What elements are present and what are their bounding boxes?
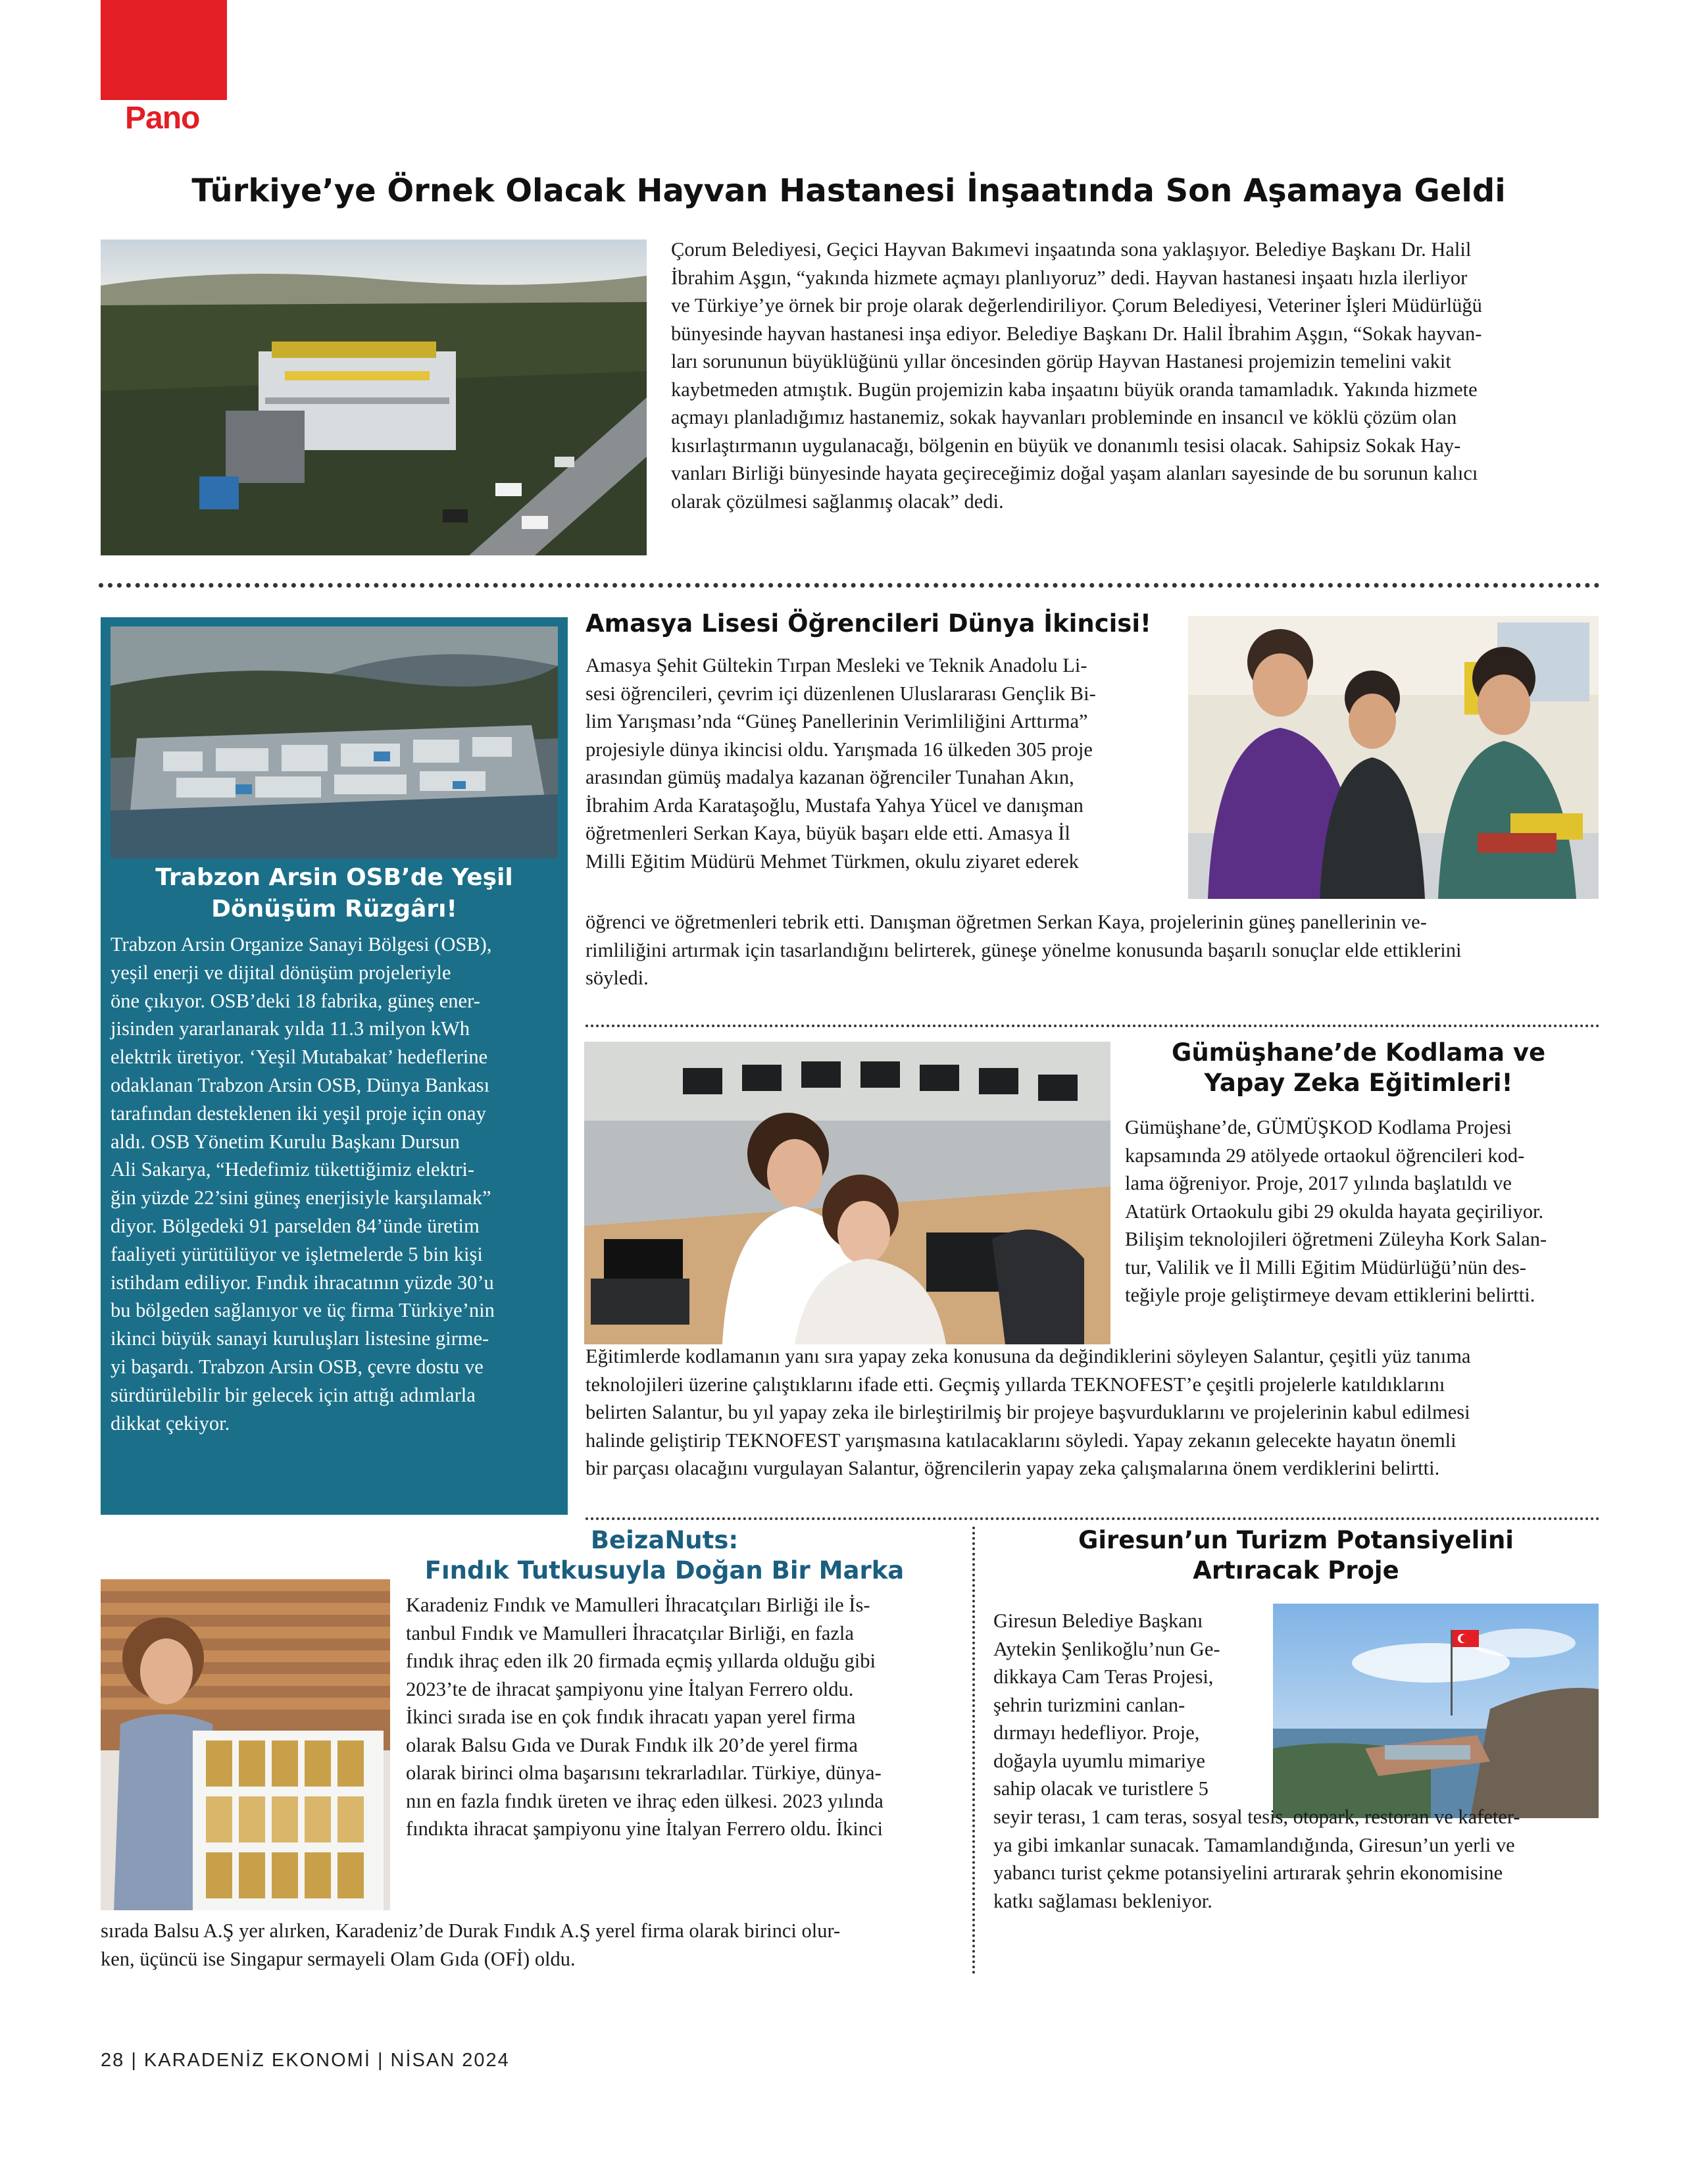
section-divider [585,1025,1600,1027]
text-line: İbrahim Aşgın, “yakında hizmete açmayı planlıyoruz” dedi. Hayvan hastanesi inşaatı hızla ilerliyor [671,266,1468,289]
giresun-body-narrow [993,1607,1263,1803]
text-line: öğretmenleri Serkan Kaya, büyük başarı elde etti. Amasya İl [585,822,1070,844]
text-line: sürdürülebilir bir gelecek için attığı adımlarla [111,1383,476,1406]
text-line: teknolojileri üzerine çalıştıklarını ifade etti. Geçmiş yıllarda TEKNOFEST’e çeşitli projelerle katıldıklarını [585,1373,1445,1396]
section-divider [99,583,1600,588]
text-line: Amasya Şehit Gültekin Tırpan Mesleki ve Teknik Anadolu Li- [585,654,1087,676]
text-line: İbrahim Arda Karataşoğlu, Mustafa Yahya Yücel ve danışman [585,794,1084,817]
text-line: Atatürk Ortaokulu gibi 29 okulda hayata geçiriliyor. [1125,1200,1544,1223]
gumushane-headline [1118,1038,1599,1098]
giresun-body-wide [993,1803,1599,1915]
section-color-block [101,0,227,100]
text-line: istihdam ediliyor. Fındık ihracatının yüzde 30’u [111,1271,494,1294]
section-divider [585,1517,1600,1520]
section-label: Pano [125,101,200,136]
text-line: nın en fazla fındık üreten ve ihraç eden ülkesi. 2023 yılında [406,1789,884,1812]
title-line: Artıracak Proje [1193,1556,1399,1585]
text-line: bu bölgeden sağlanıyor ve üç firma Türkiye’nin [111,1299,495,1322]
text-line: olarak Balsu Gıda ve Durak Fındık ilk 20’de yerel firma [406,1733,858,1756]
text-line: katkı sağlaması bekleniyor. [993,1889,1212,1912]
giresun-glass-terrace-render [1273,1604,1599,1818]
text-line: ları sorununun büyüklüğünü yıllar öncesinden görüp Hayvan Hastanesi projemizin temelini vakit [671,350,1451,372]
gumushane-coding-class-photo [584,1042,1110,1344]
text-line: lama öğreniyor. Proje, 2017 yılında başlatıldı ve [1125,1172,1512,1194]
text-line: yabancı turist çekme potansiyelini artırarak şehrin ekonomisine [993,1862,1503,1884]
text-line: olarak çözülmesi sağlanmış olacak” dedi. [671,490,1004,513]
beizanuts-body-wide [101,1917,951,1973]
gumushane-body-wide [585,1342,1599,1483]
title-line: Gümüşhane’de Kodlama ve [1171,1038,1546,1067]
text-line: sesi öğrencileri, çevrim içi düzenlenen Uluslararası Gençlik Bi- [585,682,1096,705]
text-line: jisinden yararlanarak yılda 11.3 milyon kWh [111,1017,470,1040]
giresun-headline [993,1525,1599,1586]
text-line: sırada Balsu A.Ş yer alırken, Karadeniz’de Durak Fındık A.Ş yerel firma olarak birinci olur- [101,1919,841,1942]
text-line: yi başardı. Trabzon Arsin OSB, çevre dostu ve [111,1355,484,1378]
text-line: bir parçası olacağını vurgulayan Salantur, öğrencilerin yapay zeka çalışmalarına önem verdiklerini belirtti. [585,1457,1440,1479]
trabzon-osb-photo [111,626,558,858]
gumushane-body-narrow [1125,1113,1599,1309]
text-line: lim Yarışması’nda “Güneş Panellerinin Verimliliğini Arttırma” [585,710,1088,732]
text-line: teğiyle proje geliştirmeye devam ettiklerini belirtti. [1125,1284,1535,1306]
text-line: Bilişim teknolojileri öğretmeni Züleyha Kork Salan- [1125,1228,1547,1250]
animal-hospital-photo [101,240,647,555]
amasya-headline: Amasya Lisesi Öğrencileri Dünya İkincisi! [585,609,1151,638]
amasya-students-photo [1188,616,1599,899]
text-line: aldı. OSB Yönetim Kurulu Başkanı Dursun [111,1130,460,1153]
text-line: Karadeniz Fındık ve Mamulleri İhracatçıları Birliği ile İs- [406,1594,870,1616]
text-line: Eğitimlerde kodlamanın yanı sıra yapay zeka konusuna da değindiklerini söyleyen Salantur, çeşitli yüz tanıma [585,1345,1471,1367]
text-line: İkinci sırada ise en çok fındık ihracatı yapan yerel firma [406,1706,856,1728]
text-line: tanbul Fındık ve Mamulleri İhracatçılar Birliği, en fazla [406,1621,854,1644]
text-line: açmayı planladığımız hastanemiz, sokak hayvanları probleminde en insancıl ve köklü çözüm olan [671,406,1457,428]
text-line: elektrik üretiyor. ‘Yeşil Mutabakat’ hedeflerine [111,1046,488,1069]
beizanuts-headline [368,1525,960,1586]
text-line: sahip olacak ve turistlere 5 [993,1777,1208,1800]
text-line: öğrenci ve öğretmenleri tebrik etti. Danışman öğretmen Serkan Kaya, projelerinin güneş panellerinin ve- [585,911,1427,933]
beizanuts-founder-photo [101,1579,390,1910]
main-article-body [671,236,1599,515]
trabzon-title [111,862,558,925]
text-line: dırmayı hedefliyor. Proje, [993,1721,1200,1744]
text-line: seyir terası, 1 cam teras, sosyal tesis, otopark, restoran ve kafeter- [993,1806,1520,1828]
text-line: ken, üçüncü ise Singapur sermayeli Olam Gıda (OFİ) oldu. [101,1947,576,1970]
text-line: Trabzon Arsin Organize Sanayi Bölgesi (OSB), [111,933,492,955]
text-line: projesiyle dünya ikincisi oldu. Yarışmada 16 ülkeden 305 proje [585,738,1093,761]
beizanuts-body-narrow [406,1591,951,1843]
text-line: öne çıkıyor. OSB’deki 18 fabrika, güneş ener- [111,989,480,1012]
text-line: Aytekin Şenlikoğlu’nun Ge- [993,1637,1220,1660]
amasya-body-wide [585,908,1599,992]
text-line: ğin yüzde 22’sini güneş enerjisiyle karşılamak” [111,1186,491,1209]
text-line: 2023’te de ihracat şampiyonu yine İtalyan Ferrero oldu. [406,1677,854,1700]
text-line: Gümüşhane’de, GÜMÜŞKOD Kodlama Projesi [1125,1116,1512,1138]
text-line: ikinci büyük sanayi kuruluşları listesine girme- [111,1327,489,1350]
text-line: tarafından desteklenen iki yeşil proje için onay [111,1102,486,1125]
text-line: kısırlaştırmanın uygulanacağı, bölgenin en büyük ve donanımlı tesisi olacak. Sahipsiz Sokak Hay- [671,434,1461,457]
text-line: belirten Salantur, bu yıl yapay zeka ile birleştirilmiş bir projeye başvurduklarını ve projelerinin kabul edilmesi [585,1401,1470,1423]
column-divider [972,1527,975,1974]
text-line: arasından gümüş madalya kazanan öğrenciler Tunahan Akın, [585,766,1074,788]
amasya-body-narrow [585,651,1172,875]
text-line: tur, Valilik ve İl Milli Eğitim Müdürlüğü’nün des- [1125,1256,1526,1279]
text-line: Milli Eğitim Müdürü Mehmet Türkmen, okulu ziyaret ederek [585,850,1079,873]
text-line: Ali Sakarya, “Hedefimiz tükettiğimiz elektri- [111,1158,475,1181]
text-line: Çorum Belediyesi, Geçici Hayvan Bakımevi inşaatında sona yaklaşıyor. Belediye Başkanı Dr. Halil [671,238,1472,261]
text-line: halinde geliştirip TEKNOFEST yarışmasına katılacaklarını söyledi. Yapay zekanın gelecekte hayatın önemli [585,1429,1457,1452]
title-line: BeizaNuts: [590,1526,739,1554]
text-line: dikkat çekiyor. [111,1411,230,1435]
title-line: Trabzon Arsin OSB’de Yeşil [155,864,513,891]
text-line: ya gibi imkanlar sunacak. Tamamlandığında, Giresun’un yerli ve [993,1833,1515,1856]
text-line: yeşil enerji ve dijital dönüşüm projeleriyle [111,961,451,984]
page-footer: 28 | KARADENİZ EKONOMİ | NİSAN 2024 [101,2050,510,2071]
title-line: Yapay Zeka Eğitimleri! [1204,1069,1513,1097]
title-line: Dönüşüm Rüzgârı! [211,896,457,923]
text-line: kaybetmeden atmıştık. Bugün projemizin kaba inşaatını büyük oranda tamamladık. Yakında hizmete [671,378,1478,401]
text-line: ve Türkiye’ye örnek bir proje olarak değerlendiriliyor. Çorum Belediyesi, Veteriner İşleri Müdürlüğü [671,294,1482,317]
text-line: vanları Birliği bünyesinde hayata geçireceğimiz doğal yaşam alanları sayesinde de bu sorunun kalıcı [671,462,1478,484]
text-line: fındıkta ihracat şampiyonu yine İtalyan Ferrero oldu. İkinci [406,1817,884,1840]
text-line: olarak birinci olma başarısını tekrarladılar. Türkiye, dünya- [406,1762,882,1784]
main-headline: Türkiye’ye Örnek Olacak Hayvan Hastanesi İnşaatında Son Aşamaya Geldi [191,172,1506,209]
text-line: doğayla uyumlu mimariye [993,1749,1205,1772]
text-line: odaklanan Trabzon Arsin OSB, Dünya Bankası [111,1073,490,1096]
text-line: kapsamında 29 atölyede ortaokul öğrencileri kod- [1125,1144,1525,1167]
text-line: söyledi. [585,967,649,989]
trabzon-box [101,617,568,1515]
text-line: şehrin turizmini canlan- [993,1693,1185,1716]
text-line: dikkaya Cam Teras Projesi, [993,1665,1214,1688]
trabzon-body [111,930,558,1437]
text-line: rimliliğini artırmak için tasarlandığını belirterek, güneşe yönelme konusunda başarılı sonuçlar elde ettiklerini [585,938,1462,961]
title-line: Fındık Tutkusuyla Doğan Bir Marka [424,1556,905,1585]
text-line: diyor. Bölgedeki 91 parselden 84’ünde üretim [111,1214,480,1237]
text-line: bünyesinde hayvan hastanesi inşa ediyor. Belediye Başkanı Dr. Halil İbrahim Aşgın, “Sokak hayvan- [671,322,1482,345]
text-line: Giresun Belediye Başkanı [993,1610,1203,1632]
title-line: Giresun’un Turizm Potansiyelini [1078,1526,1514,1554]
text-line: faaliyeti yürütülüyor ve işletmelerde 5 bin kişi [111,1242,483,1265]
text-line: fındık ihraç eden ilk 20 firmada eçmiş yıllarda olduğu gibi [406,1650,876,1672]
